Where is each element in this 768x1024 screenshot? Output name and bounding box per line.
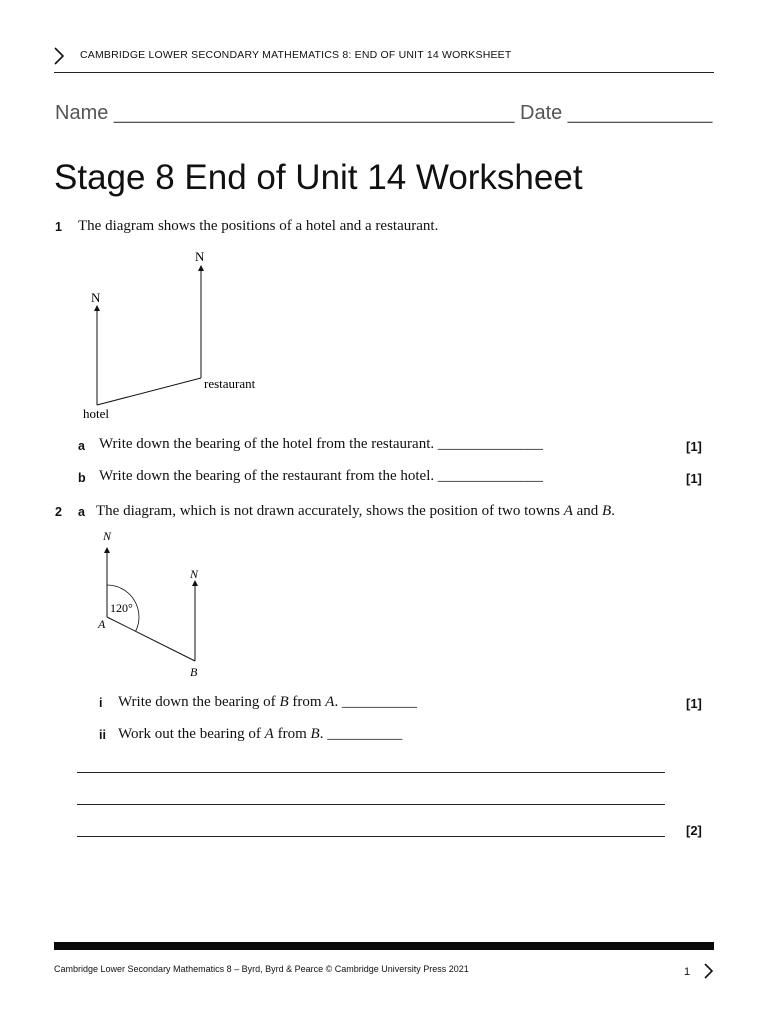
question-2ai-text: Write down the bearing of B from A. __________	[118, 694, 417, 710]
north-label-b: N	[190, 567, 199, 581]
working-line-2	[77, 804, 665, 805]
point-a-label: A	[98, 617, 106, 631]
town-b-var: B	[602, 503, 612, 519]
page-number: 1	[684, 966, 691, 978]
question-2ai-marks: [1]	[686, 696, 702, 711]
header-divider	[54, 72, 714, 73]
town-a-var: A	[563, 503, 573, 519]
question-2aii-numeral: ii	[99, 728, 106, 742]
name-field-line: Name ____________________________________	[55, 102, 515, 124]
question-2ai-numeral: i	[99, 696, 103, 710]
north-label-a: N	[103, 530, 112, 543]
question-1b-marks: [1]	[686, 471, 702, 486]
question-2aii-text: Work out the bearing of A from B. __________	[118, 726, 403, 742]
hotel-restaurant-diagram	[70, 240, 290, 430]
point-b-label: B	[190, 665, 198, 679]
question-2-number: 2	[55, 505, 62, 519]
chevron-right-icon	[52, 46, 66, 66]
working-line-3	[77, 836, 665, 837]
north-label-right: N	[195, 249, 205, 264]
angle-label: 120°	[110, 601, 133, 615]
question-2a-text: The diagram, which is not drawn accurately, shows the position of two towns A and B.	[96, 503, 615, 519]
hotel-restaurant-line	[97, 378, 201, 405]
next-page-chevron-icon[interactable]	[702, 962, 714, 980]
hotel-label: hotel	[83, 406, 109, 421]
question-2a-letter: a	[78, 505, 85, 519]
towns-bearing-diagram	[90, 530, 220, 685]
question-2aii-marks: [2]	[686, 823, 702, 838]
footer-credit: Cambridge Lower Secondary Mathematics 8 – Byrd, Byrd & Pearce © Cambridge University Press 2021	[54, 964, 469, 974]
question-1a-letter: a	[78, 439, 85, 453]
question-1b-text: Write down the bearing of the restaurant from the hotel. ______________	[99, 468, 543, 484]
footer-bar	[54, 942, 714, 950]
restaurant-label: restaurant	[204, 376, 256, 391]
question-1-text: The diagram shows the positions of a hotel and a restaurant.	[78, 218, 439, 234]
date-field-line: Date _____________	[520, 102, 713, 124]
page-title: Stage 8 End of Unit 14 Worksheet	[54, 158, 583, 197]
running-header: CAMBRIDGE LOWER SECONDARY MATHEMATICS 8: END OF UNIT 14 WORKSHEET	[80, 49, 512, 61]
question-1a-marks: [1]	[686, 439, 702, 454]
line-a-to-b	[107, 617, 195, 661]
question-1a-text: Write down the bearing of the hotel from the restaurant. ______________	[99, 436, 543, 452]
north-label-left: N	[91, 290, 101, 305]
question-1-number: 1	[55, 220, 62, 234]
question-1b-letter: b	[78, 471, 86, 485]
working-line-1	[77, 772, 665, 773]
